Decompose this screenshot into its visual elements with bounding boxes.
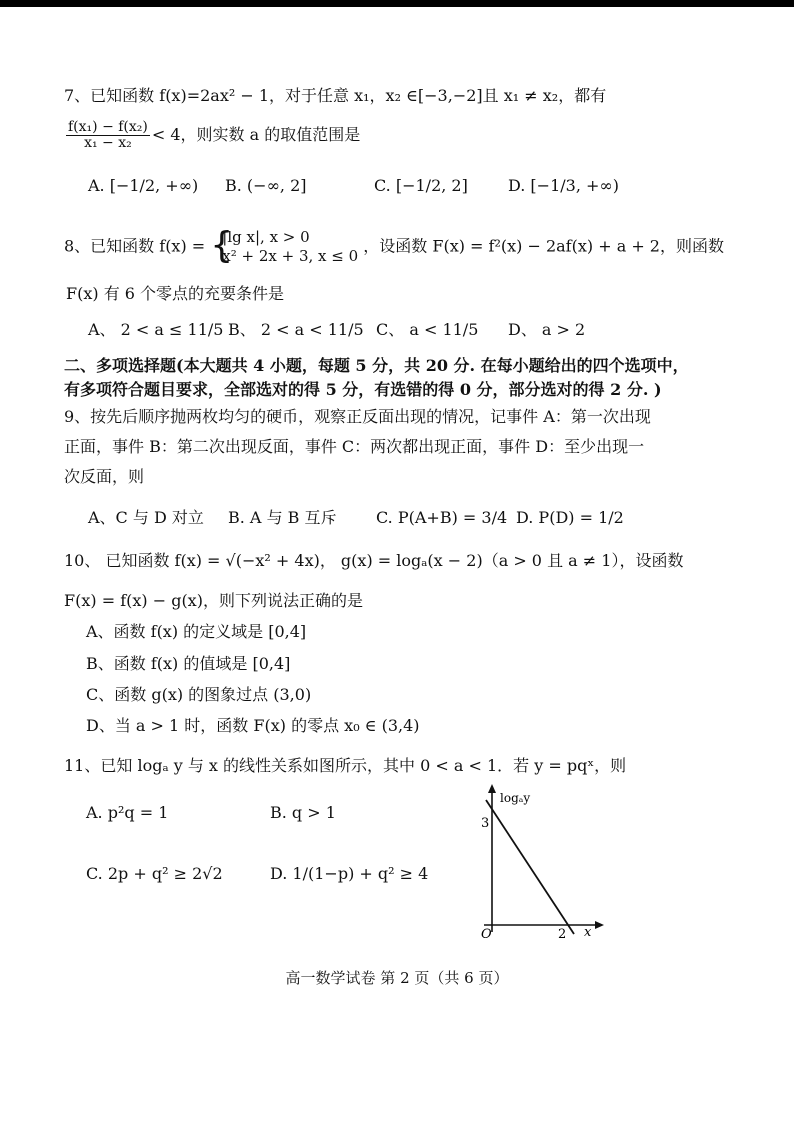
q7-difference-quotient — [66, 120, 150, 151]
q11-y-axis-label: logₐy — [500, 791, 531, 805]
q8-stem-line2: F(x) 有 6 个零点的充要条件是 — [66, 284, 285, 303]
q10-option-d: D、当 a > 1 时，函数 F(x) 的零点 x₀ ∈ (3,4) — [86, 716, 420, 735]
q7-frac-numerator: f(x₁) − f(x₂) — [68, 119, 148, 135]
q11-x-intercept-label: 2 — [558, 927, 567, 942]
q7-option-c: C. [−1/2, 2] — [374, 176, 468, 195]
q11-graph-line — [486, 800, 574, 934]
q8-option-d: D、 a > 2 — [508, 320, 586, 339]
page-footer: 高一数学试卷 第 2 页（共 6 页） — [285, 969, 509, 987]
q10-option-a: A、函数 f(x) 的定义域是 [0,4] — [86, 622, 307, 641]
q11-origin-label: O — [481, 927, 492, 942]
q11-option-c: C. 2p + q² ≥ 2√2 — [86, 864, 223, 883]
q8-stem-line1 — [64, 225, 724, 266]
q10-option-c: C、函数 g(x) 的图象过点 (3,0) — [86, 685, 312, 704]
q10-stem-line1: 10、 已知函数 f(x) = √(−x² + 4x)， g(x) = logₐ(x − 2)（a > 0 且 a ≠ 1），设函数 — [64, 551, 684, 570]
q7-option-b: B. (−∞, 2] — [225, 176, 307, 195]
q7-frac-denominator: x₁ − x₂ — [84, 135, 132, 151]
q11-stem-line1: 11、已知 logₐ y 与 x 的线性关系如图所示，其中 0 < a < 1．若 y = pqˣ，则 — [64, 756, 627, 775]
q8-case1: |lg x|, x > 0 — [222, 228, 310, 246]
q7-stem-line2 — [64, 120, 360, 151]
section2-heading-line1: 二、多项选择题(本大题共 4 小题，每题 5 分，共 20 分. 在每小题给出的四个选项中， — [64, 356, 689, 375]
q8-suffix: ，设函数 F(x) = f²(x) − 2af(x) + a + 2，则函数 — [363, 236, 724, 256]
q9-option-b: B. A 与 B 互斥 — [228, 508, 337, 527]
q11-option-d: D. 1/(1−p) + q² ≥ 4 — [270, 864, 429, 883]
q8-option-b: B、 2 < a < 11/5 — [228, 320, 364, 339]
q8-option-a: A、 2 < a ≤ 11/5 — [88, 320, 224, 339]
q9-option-d: D. P(D) = 1/2 — [516, 508, 624, 527]
q8-option-c: C、 a < 11/5 — [376, 320, 479, 339]
q7-stem-line1: 7、已知函数 f(x)=2ax² − 1，对于任意 x₁，x₂ ∈[−3,−2]且 x₁ ≠ x₂，都有 — [64, 86, 607, 105]
q8-prefix: 8、已知函数 f(x) = — [64, 236, 206, 256]
q11-option-a: A. p²q = 1 — [86, 803, 169, 822]
q7-stem-line2-text: < 4，则实数 a 的取值范围是 — [151, 125, 361, 144]
q11-option-b: B. q > 1 — [270, 803, 336, 822]
q9-stem-line1: 9、按先后顺序抛两枚均匀的硬币，观察正反面出现的情况，记事件 A：第一次出现 — [64, 407, 651, 426]
q11-graph — [462, 782, 612, 944]
q8-case2: x² + 2x + 3, x ≤ 0 — [222, 247, 359, 265]
q11-y-intercept-label: 3 — [481, 816, 490, 831]
q8-piecewise — [210, 225, 359, 266]
q8-brace-icon: { — [210, 225, 234, 266]
q9-stem-line2: 正面，事件 B：第二次出现反面，事件 C：两次都出现正面，事件 D：至少出现一 — [64, 437, 645, 456]
q10-stem-line2: F(x) = f(x) − g(x)，则下列说法正确的是 — [64, 591, 363, 610]
section2-heading-line2: 有多项符合题目要求，全部选对的得 5 分，有选错的得 0 分，部分选对的得 2 分. ) — [64, 380, 662, 399]
q11-x-axis-label: x — [584, 925, 592, 940]
q7-option-d: D. [−1/3, +∞) — [508, 176, 619, 195]
q9-stem-line3: 次反面，则 — [64, 467, 145, 486]
scan-top-border — [0, 0, 794, 7]
q9-option-a: A、C 与 D 对立 — [88, 508, 204, 527]
q9-option-c: C. P(A+B) = 3/4 — [376, 508, 508, 527]
q7-option-a: A. [−1/2, +∞) — [88, 176, 199, 195]
q10-option-b: B、函数 f(x) 的值域是 [0,4] — [86, 654, 291, 673]
q11-y-axis-arrow-icon — [488, 784, 496, 793]
q11-x-axis-arrow-icon — [595, 921, 604, 929]
